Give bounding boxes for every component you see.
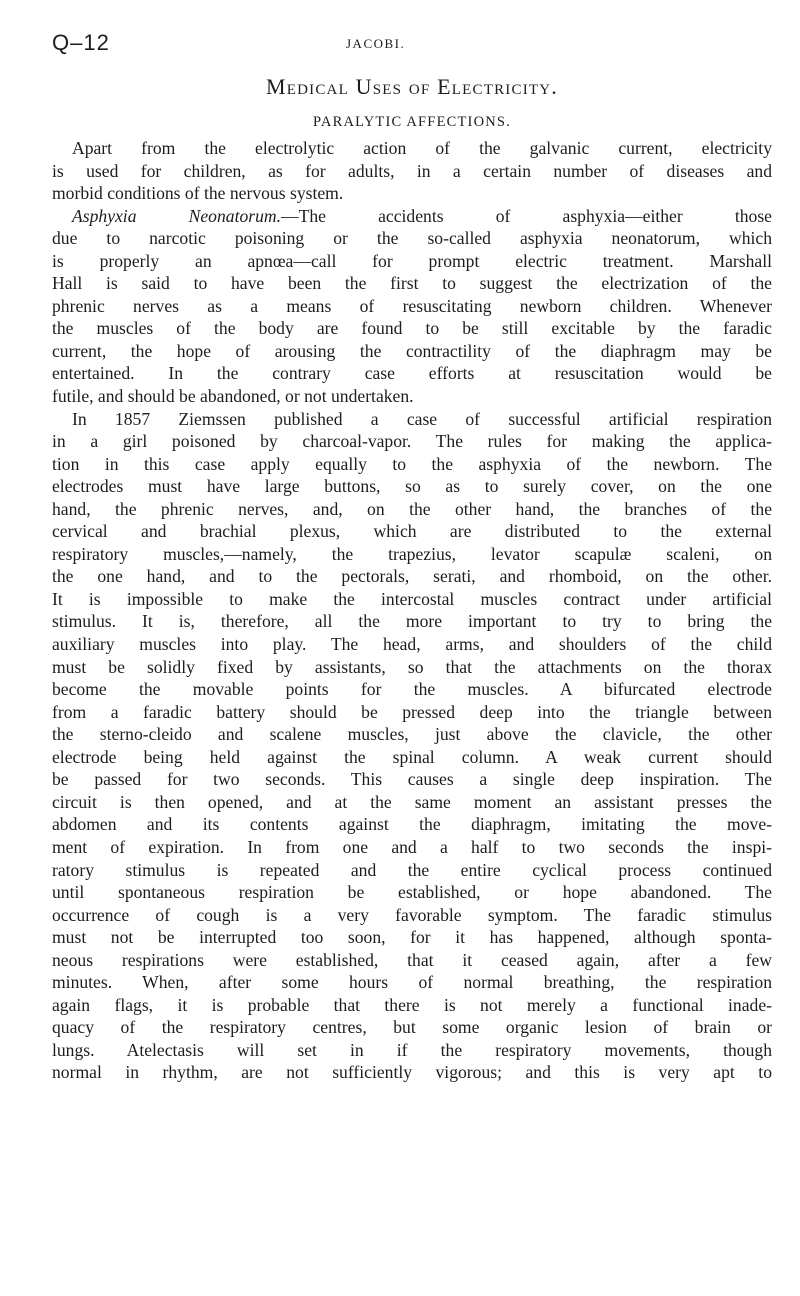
chapter-title: Medical Uses of Electricity.: [266, 74, 558, 99]
line-text: entertained. In the contrary case efforts at resuscitation would be: [52, 363, 772, 384]
line-text: lungs. Atelectasis will set in if the respiratory movements, though: [52, 1039, 772, 1060]
text-line: [52, 272, 772, 295]
body-text: [52, 137, 772, 1084]
line-text: again flags, it is probable that there is not merely a functional inade-: [52, 994, 772, 1015]
paragraph-lead: Asphyxia Neonatorum.: [72, 205, 282, 226]
text-line: [52, 317, 772, 340]
text-line: [52, 160, 772, 183]
line-text: electrodes must have large buttons, so as to surely cover, on the one: [52, 476, 772, 497]
text-line: [52, 182, 772, 205]
line-text: cervical and brachial plexus, which are distributed to the external: [52, 521, 772, 542]
text-line: [52, 836, 772, 859]
page-number: Q–12: [52, 30, 110, 55]
line-text: be passed for two seconds. This causes a single deep inspiration. The: [52, 769, 772, 790]
text-line: [52, 1016, 772, 1039]
line-text: tion in this case apply equally to the asphyxia of the newborn. The: [52, 453, 772, 474]
text-line: [52, 362, 772, 385]
book-page: [52, 30, 772, 1084]
line-text: hand, the phrenic nerves, and, on the other hand, the branches of the: [52, 498, 772, 519]
line-text: circuit is then opened, and at the same moment an assistant presses the: [52, 791, 772, 812]
line-text: Apart from the electrolytic action of the galvanic current, electricity: [72, 138, 772, 158]
text-line: [52, 610, 772, 633]
text-line: [52, 1039, 772, 1062]
line-text: the sterno-cleido and scalene muscles, just above the clavicle, the other: [52, 724, 772, 745]
text-line: [52, 543, 772, 566]
line-text: occurrence of cough is a very favorable symptom. The faradic stimulus: [52, 904, 772, 925]
line-text: morbid conditions of the nervous system.: [52, 183, 344, 204]
line-text: neous respirations were established, that it ceased again, after a few: [52, 949, 772, 970]
section-heading: PARALYTIC AFFECTIONS.: [312, 114, 512, 130]
text-line: [52, 498, 772, 521]
text-line: [52, 633, 772, 656]
text-line: [52, 904, 772, 927]
line-text: electrode being held against the spinal column. A weak current should: [52, 746, 772, 767]
text-line: [52, 723, 772, 746]
text-line: [52, 137, 772, 160]
text-line: [52, 678, 772, 701]
line-text: become the movable points for the muscles. A bifurcated electrode: [52, 679, 772, 700]
line-text: due to narcotic poisoning or the so-called asphyxia neonatorum, which: [52, 228, 772, 249]
text-line: [52, 971, 772, 994]
line-text: normal in rhythm, are not sufficiently vigorous; and this is very apt to: [52, 1062, 772, 1083]
line-text: is used for children, as for adults, in a certain number of diseases and: [52, 160, 772, 181]
line-text: —The accidents of asphyxia—either those: [281, 205, 772, 226]
text-line: [52, 813, 772, 836]
text-line: [52, 768, 772, 791]
text-line: [52, 385, 772, 408]
line-text: is properly an apnœa—call for prompt electric treatment. Marshall: [52, 250, 772, 271]
text-line: [52, 250, 772, 273]
text-line: [52, 430, 772, 453]
line-text: phrenic nerves as a means of resuscitating newborn children. Whenever: [52, 295, 772, 316]
text-line: [52, 520, 772, 543]
line-text: auxiliary muscles into play. The head, arms, and shoulders of the child: [52, 634, 772, 655]
text-line: [52, 565, 772, 588]
text-line: [52, 656, 772, 679]
text-line: [52, 949, 772, 972]
text-line: [52, 295, 772, 318]
running-head-author: JACOBI.: [346, 36, 406, 51]
line-text: must be solidly fixed by assistants, so that the attachments on the thorax: [52, 656, 772, 677]
line-text: quacy of the respiratory centres, but some organic lesion of brain or: [52, 1017, 772, 1038]
paragraph: [52, 205, 772, 408]
text-line: [52, 746, 772, 769]
line-text: the muscles of the body are found to be still excitable by the faradic: [52, 318, 772, 339]
text-line: [52, 791, 772, 814]
text-line: [52, 926, 772, 949]
line-text: until spontaneous respiration be established, or hope abandoned. The: [52, 882, 772, 903]
line-text: from a faradic battery should be pressed deep into the triangle between: [52, 701, 772, 722]
text-line: [52, 475, 772, 498]
line-text: in a girl poisoned by charcoal-vapor. The rules for making the applica-: [52, 431, 772, 452]
text-line: [52, 881, 772, 904]
paragraph: [52, 408, 772, 1084]
line-text: In 1857 Ziemssen published a case of successful artificial respiration: [72, 408, 772, 429]
line-text: must not be interrupted too soon, for it has happened, although sponta-: [52, 927, 772, 948]
running-head: [52, 30, 772, 66]
line-text: ment of expiration. In from one and a half to two seconds the inspi-: [52, 836, 772, 857]
text-line: [52, 1061, 772, 1084]
paragraph: [52, 137, 772, 205]
text-line: [52, 340, 772, 363]
line-text: abdomen and its contents against the diaphragm, imitating the move-: [52, 814, 772, 835]
line-text: futile, and should be abandoned, or not undertaken.: [52, 386, 414, 407]
text-line: [52, 588, 772, 611]
text-line: [52, 408, 772, 431]
line-text: Hall is said to have been the first to suggest the electrization of the: [52, 273, 772, 294]
line-text: respiratory muscles,—namely, the trapezius, levator scapulæ scaleni, on: [52, 543, 772, 564]
text-line: [52, 453, 772, 476]
text-line: [52, 994, 772, 1017]
line-text: stimulus. It is, therefore, all the more important to try to bring the: [52, 611, 772, 632]
line-text: ratory stimulus is repeated and the entire cyclical process continued: [52, 859, 772, 880]
line-text: current, the hope of arousing the contractility of the diaphragm may be: [52, 340, 772, 361]
text-line: [52, 859, 772, 882]
line-text: the one hand, and to the pectorals, serati, and rhomboid, on the other.: [52, 566, 772, 587]
line-text: minutes. When, after some hours of normal breathing, the respiration: [52, 972, 772, 993]
text-line: [52, 227, 772, 250]
text-line: [52, 205, 772, 228]
text-line: [52, 701, 772, 724]
line-text: It is impossible to make the intercostal muscles contract under artificial: [52, 588, 772, 609]
